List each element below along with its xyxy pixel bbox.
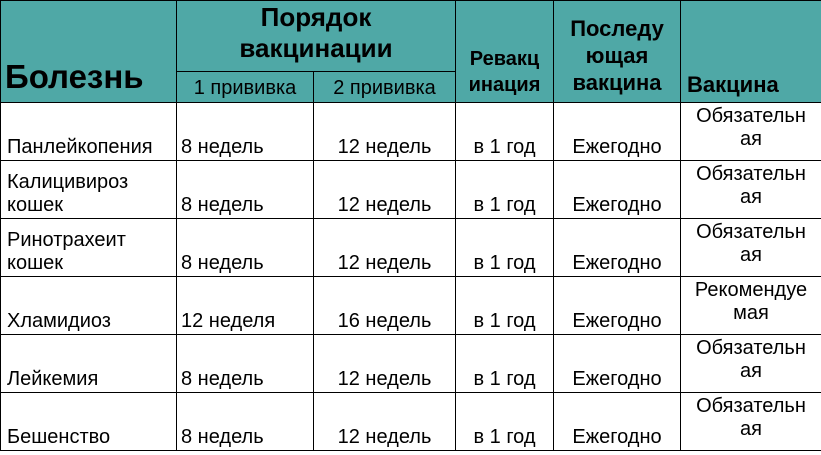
vaccine-cell: [681, 103, 821, 161]
vaccine-status-line2: ая: [740, 418, 762, 440]
second-shot-cell: 12 недель: [314, 219, 456, 277]
first-shot-cell: 8 недель: [177, 161, 314, 219]
vaccine-status-line2: мая: [733, 302, 769, 324]
vaccine-status-line2: ая: [740, 244, 762, 266]
revaccination-header: [456, 1, 554, 103]
disease-cell: [1, 335, 177, 393]
revaccination-cell: в 1 год: [456, 161, 554, 219]
table-body: [1, 103, 821, 451]
first-shot-cell: 8 недель: [177, 219, 314, 277]
vaccine-status-line1: Обязательн: [696, 105, 806, 127]
vaccine-status-line2: ая: [740, 360, 762, 382]
second-shot-cell: 12 недель: [314, 103, 456, 161]
table-row: [1, 219, 821, 277]
revac-header-line1: Ревакц: [469, 48, 540, 70]
next-vaccine-cell: Ежегодно: [554, 103, 681, 161]
vaccine-status-line1: Обязательн: [696, 395, 806, 417]
next-header-line1: Последу: [570, 16, 664, 41]
first-shot-cell: 8 недель: [177, 393, 314, 451]
next-vaccine-cell: Ежегодно: [554, 393, 681, 451]
vaccine-cell: [681, 335, 821, 393]
next-vaccine-cell: Ежегодно: [554, 335, 681, 393]
disease-cell: [1, 393, 177, 451]
vaccine-cell: [681, 393, 821, 451]
second-shot-cell: 12 недель: [314, 335, 456, 393]
vaccine-status-line2: ая: [740, 186, 762, 208]
disease-name-line2: Бешенство: [7, 426, 111, 448]
second-shot-cell: 12 недель: [314, 393, 456, 451]
vaccine-status-line1: Обязательн: [696, 163, 806, 185]
disease-cell: [1, 219, 177, 277]
vaccine-header: Вакцина: [681, 1, 821, 103]
next-header-line3: вакцина: [572, 70, 662, 95]
revaccination-cell: в 1 год: [456, 103, 554, 161]
vaccination-order-header: [177, 1, 456, 72]
next-vaccine-cell: Ежегодно: [554, 277, 681, 335]
vaccine-status-line1: Рекомендуе: [694, 279, 808, 301]
first-shot-cell: 12 неделя: [177, 277, 314, 335]
table-row: [1, 103, 821, 161]
order-header-line2: вакцинации: [239, 33, 393, 63]
vaccine-cell: [681, 277, 821, 335]
vaccine-cell: [681, 161, 821, 219]
table-row: [1, 277, 821, 335]
revaccination-cell: в 1 год: [456, 277, 554, 335]
first-shot-cell: 8 недель: [177, 103, 314, 161]
first-shot-cell: 8 недель: [177, 335, 314, 393]
disease-name-line1: Ринотрахеит: [7, 229, 126, 251]
second-shot-header: 2 прививка: [314, 72, 456, 103]
second-shot-cell: 12 недель: [314, 161, 456, 219]
vaccine-status-line1: Обязательн: [696, 221, 806, 243]
first-shot-header: 1 прививка: [177, 72, 314, 103]
disease-name-line2: Панлейкопения: [7, 136, 153, 158]
disease-cell: [1, 161, 177, 219]
second-shot-cell: 16 недель: [314, 277, 456, 335]
disease-name-line2: кошек: [7, 252, 64, 274]
table-row: [1, 393, 821, 451]
next-header-line2: ющая: [585, 43, 649, 68]
disease-cell: [1, 103, 177, 161]
revac-header-line2: инация: [468, 74, 541, 96]
disease-cell: [1, 277, 177, 335]
disease-name-line1: Калицивироз: [7, 171, 129, 193]
disease-name-line2: кошек: [7, 194, 64, 216]
vaccine-status-line1: Обязательн: [696, 337, 806, 359]
next-vaccine-cell: Ежегодно: [554, 161, 681, 219]
table-row: [1, 161, 821, 219]
disease-header: Болезнь: [1, 1, 177, 103]
vaccine-cell: [681, 219, 821, 277]
revaccination-cell: в 1 год: [456, 219, 554, 277]
revaccination-cell: в 1 год: [456, 335, 554, 393]
disease-name-line2: Хламидиоз: [7, 310, 111, 332]
revaccination-cell: в 1 год: [456, 393, 554, 451]
disease-name-line2: Лейкемия: [7, 368, 99, 390]
next-vaccine-header: [554, 1, 681, 103]
vaccine-status-line2: ая: [740, 128, 762, 150]
next-vaccine-cell: Ежегодно: [554, 219, 681, 277]
table-row: [1, 335, 821, 393]
table-header: [1, 1, 821, 103]
order-header-line1: Порядок: [260, 2, 372, 32]
